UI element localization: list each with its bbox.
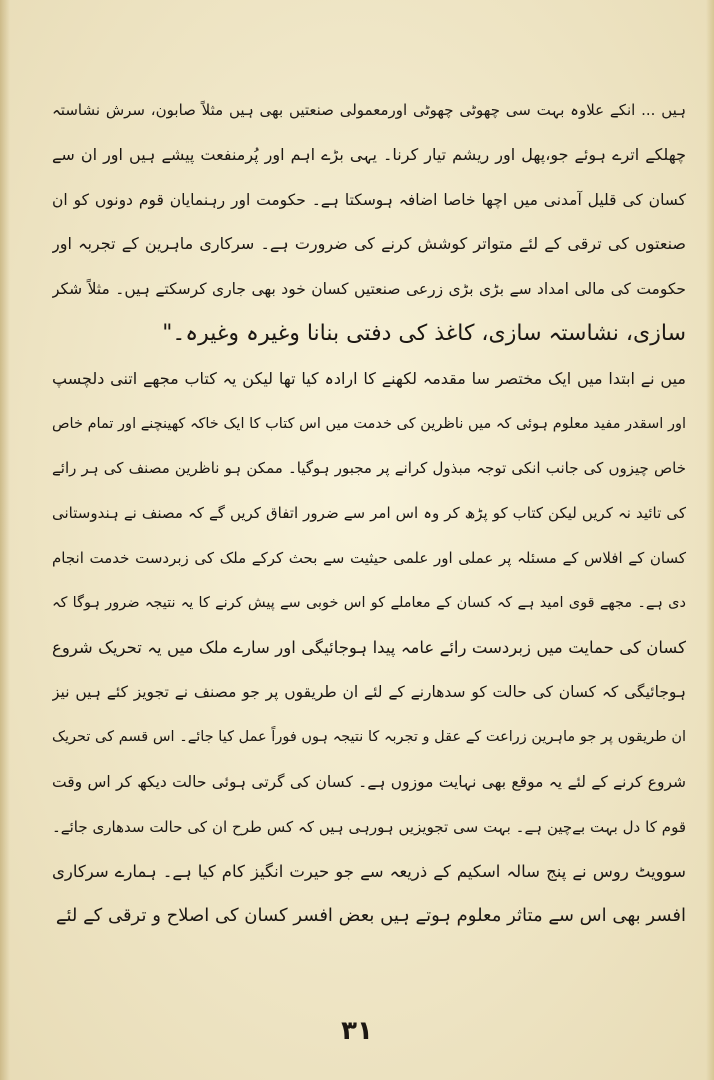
text-line: میں نے ابتدا میں ایک مختصر سا مقدمہ لکھنے کا ارادہ کیا تھا لیکن یہ کتاب مجھے اتنی دلچسپ xyxy=(52,368,686,388)
text-line: ان طریقوں پر جو ماہرین زراعت کے عقل و تجربہ کا نتیجہ ہوں فوراً عمل کیا جائے۔ اس قسم کی تحریک xyxy=(52,729,686,746)
text-line: سازی، نشاستہ سازی، کاغذ کی دفتی بنانا وغیرہ وغیرہ۔" xyxy=(162,320,686,346)
text-line: کسان کی حمایت میں زبردست رائے عامہ پیدا ہوجائیگی اور سارے ملک میں یہ تحریک شروع xyxy=(52,637,686,657)
text-line: شروع کرنے کے لئے یہ موقع بھی نہایت موزوں ہے۔ کسان کی گرتی ہوئی حالت دیکھ کر اس وقت xyxy=(52,772,686,791)
page-edge-right xyxy=(706,0,714,1080)
text-line: کسان کے افلاس کے مسئلہ پر عملی اور علمی حیثیت سے بحث کرکے ملک کی زبردست خدمت انجام xyxy=(52,548,686,567)
text-line: ہوجائیگی کہ کسان کی حالت کو سدھارنے کے لئے ان طریقوں پر جو مصنف نے تجویز کئے ہیں نیز xyxy=(52,683,686,702)
text-line: خاص چیزوں کی جانب انکی توجہ مبذول کرانے پر مجبور ہوگیا۔ ممکن ہو ناظرین مصنف کی ہر رائے xyxy=(52,459,686,478)
text-line: اور اسقدر مفید معلوم ہوئی کہ میں ناظرین کی خدمت میں اس کتاب کا ایک خاکہ کھینچنے اور تمام خاص xyxy=(52,415,686,432)
text-line: قوم کا دل بہت بےچین ہے۔ بہت سی تجویزیں ہورہی ہیں کہ کس طرح ان کی حالت سدھاری جائے۔ xyxy=(52,817,686,836)
text-line: افسر بھی اس سے متاثر معلوم ہوتے ہیں بعض افسر کسان کی اصلاح و ترقی کے لئے xyxy=(55,905,686,927)
paragraph-2 xyxy=(52,357,686,939)
text-line: ہیں ... انکے علاوہ بہت سی چھوٹی چھوٹی اورمعمولی صنعتیں بھی ہیں مثلاً صابون، سرش نشاستہ xyxy=(52,101,686,119)
text-line: صنعتوں کی ترقی کے لئے متواتر کوشش کرنے کی ضرورت ہے۔ سرکاری ماہرین کے تجربہ اور xyxy=(52,234,686,254)
text-line: دی ہے۔ مجھے قوی امید ہے کہ کسان کے معاملے کو اس خوبی سے پیش کرنے کا یہ نتیجہ ضرور ہوگا کہ xyxy=(52,594,686,611)
text-line: سوویٹ روس نے پنج سالہ اسکیم کے ذریعہ سے جو حیرت انگیز کام کیا ہے۔ ہمارے سرکاری xyxy=(52,861,686,881)
page-edge-left xyxy=(0,0,10,1080)
text-line: حکومت کی مالی امداد سے بڑی بڑی زرعی صنعتیں کسان خود بھی جاری کرسکتے ہیں۔ مثلاً شکر xyxy=(52,280,686,299)
text-line: کسان کی قلیل آمدنی میں اچھا خاصا اضافہ ہوسکتا ہے۔ حکومت اور رہنمایان قوم دونوں کو ان xyxy=(52,190,686,209)
text-line: کی تائید نہ کریں لیکن کتاب کو پڑھ کر وہ اس امر سے ضرور اتفاق کریں گے کہ مصنف نے ہندوستانی xyxy=(52,504,686,523)
page-body-text xyxy=(52,88,686,939)
text-line: چھلکے اترے ہوئے جو،پھل اور ریشم تیار کرنا۔ یہی بڑے اہم اور پُرمنفعت پیشے ہیں اور ان سے xyxy=(52,144,686,164)
page-number: ۳۱ xyxy=(341,1016,373,1046)
paragraph-1 xyxy=(52,88,686,357)
